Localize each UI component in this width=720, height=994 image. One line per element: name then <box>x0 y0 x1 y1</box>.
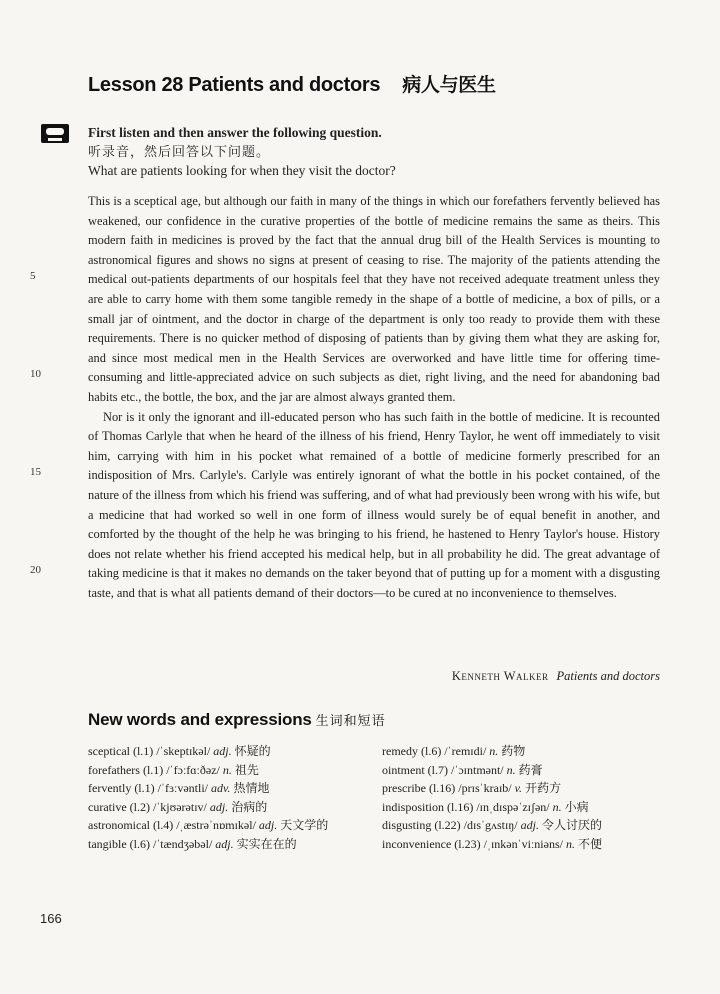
vocab-word: sceptical (l.1) /ˈskeptɪkəl/ <box>88 744 211 758</box>
vocab-item <box>88 798 328 817</box>
vocab-meaning: 实实在在的 <box>236 836 297 851</box>
vocab-item <box>88 779 328 798</box>
attribution <box>452 669 660 684</box>
vocab-meaning: 治病的 <box>231 799 268 814</box>
vocab-meaning: 祖先 <box>234 762 259 777</box>
instruction-block <box>88 123 396 180</box>
vocab-word: indisposition (l.16) /ɪnˌdɪspəˈzɪʃən/ <box>382 799 550 814</box>
line-number: 15 <box>30 466 41 478</box>
vocab-list-right <box>382 742 602 854</box>
passage-paragraph-2: Nor is it only the ignorant and ill-educated person who has such faith in the bottle of medicine. It is recounted of Thomas Carlyle that when he heard of the illness of his friend, Henry Taylor, he went off immediately to visit him, carrying with him in his pocket what remained of a bottle of medicine formerly prescribed for an indisposition of Mrs. Carlyle's. Carlyle was entirely ignorant of what the bottle in his pocket contained, of the nature of the illness from which his friend was suffering, and of what had previously been wrong with his wife, but a medicine that had worked so well in one form of illness would surely be of equal benefit in another, and comforted by the thought of the help he was bringing to his friend, he hastened to Henry Taylor's house. History does not relate whether his friend accepted his medical help, but in all probability he did. The great advantage of taking medicine is that it makes no demands on the taker beyond that of putting up for a moment with a disgusting taste, and that is what all patients demand of their doctors—to be cured at no inconvenience to themselves. <box>88 409 660 600</box>
vocab-list-left <box>88 742 328 854</box>
vocab-word: astronomical (l.4) /ˌæstrəˈnɒmɪkəl/ <box>88 818 256 833</box>
vocab-word: tangible (l.6) /ˈtændʒəbəl/ <box>88 836 213 851</box>
instruction-cn: 听录音，然后回答以下问题。 <box>88 144 271 159</box>
vocab-item <box>382 779 602 798</box>
vocab-word: inconvenience (l.23) /ˌɪnkənˈviːniəns/ <box>382 836 563 851</box>
instruction-question: What are patients looking for when they visit the doctor? <box>88 163 396 178</box>
vocab-pos: n. <box>565 836 575 851</box>
line-number: 5 <box>30 270 36 282</box>
vocab-item <box>382 761 602 780</box>
line-number: 20 <box>30 564 41 576</box>
vocab-item <box>88 742 328 761</box>
vocab-pos: adj. <box>258 818 278 833</box>
vocab-word: disgusting (l.22) /dɪsˈgʌstɪŋ/ <box>382 818 518 833</box>
new-words-title <box>88 710 386 730</box>
vocab-pos: adj. <box>209 799 229 814</box>
vocab-item <box>88 835 328 854</box>
vocab-meaning: 小病 <box>564 799 589 814</box>
vocab-meaning: 怀疑的 <box>234 744 271 758</box>
new-words-title-en: New words and expressions <box>88 710 312 729</box>
lesson-title-cn: 病人与医生 <box>402 75 496 96</box>
vocab-pos: n. <box>506 762 516 777</box>
passage-paragraph-1: This is a sceptical age, but although our faith in many of the things in which our forefathers fervently believed has weakened, our confidence in the curative properties of the bottle of medicine remains the same as theirs. This modern faith in medicines is proved by the fact that the annual drug bill of the Health Services is mounting to astronomical figures and shows no signs at present of ceasing to rise. The majority of the patients attending the medical out-patients departments of our hospitals feel that they have not received adequate treatment unless they are able to carry home with them some tangible remedy in the shape of a bottle of medicine, a box of pills, or a small jar of ointment, and the doctor in charge of the department is only too ready to provide them with these requirements. There is no quicker method of disposing of patients than by giving them what they are asking for, and since most medical men in the Health Services are overworked and have little time for offering time-consuming and little-appreciated advice on such subjects as diet, right living, and the need for abandoning bad habits etc., the bottle, the box, and the jar are almost always granted them. <box>88 194 660 404</box>
new-words-title-cn: 生词和短语 <box>315 714 386 729</box>
vocab-item <box>382 816 602 835</box>
vocab-item <box>382 835 602 854</box>
cassette-tape-icon <box>41 124 69 143</box>
instruction-en: First listen and then answer the following question. <box>88 125 382 140</box>
lesson-title <box>88 70 496 97</box>
vocab-pos: adj. <box>215 836 234 851</box>
vocab-word: forefathers (l.1) /ˈfɔːfɑːðəz/ <box>88 762 220 777</box>
vocab-word: curative (l.2) /ˈkjʊərətɪv/ <box>88 799 207 814</box>
page-number: 166 <box>40 911 62 926</box>
vocab-meaning: 药膏 <box>518 762 543 777</box>
vocab-item <box>88 761 328 780</box>
passage <box>88 192 660 603</box>
vocab-pos: adv. <box>211 781 231 796</box>
vocab-pos: adj. <box>520 818 539 833</box>
attribution-work: Patients and doctors <box>556 669 660 683</box>
vocab-word: fervently (l.1) /ˈfɜːvəntli/ <box>88 781 208 796</box>
vocab-meaning: 令人讨厌的 <box>541 818 602 833</box>
vocab-pos: n. <box>489 744 499 758</box>
vocab-pos: adj. <box>213 744 232 758</box>
vocab-word: prescribe (l.16) /prɪsˈkraɪb/ <box>382 781 512 796</box>
vocab-meaning: 开药方 <box>525 781 562 796</box>
lesson-title-en: Lesson 28 Patients and doctors <box>88 74 381 96</box>
vocab-word: ointment (l.7) /ˈɔɪntmənt/ <box>382 762 504 777</box>
line-number: 10 <box>30 368 41 380</box>
attribution-author: Kenneth Walker <box>451 669 549 683</box>
vocab-pos: n. <box>552 799 562 814</box>
vocab-item <box>88 816 328 835</box>
vocab-meaning: 不便 <box>577 836 602 851</box>
vocab-pos: v. <box>514 781 523 796</box>
vocab-word: remedy (l.6) /ˈremɪdi/ <box>382 744 487 758</box>
vocab-meaning: 热情地 <box>233 781 270 796</box>
vocab-meaning: 天文学的 <box>280 818 329 833</box>
vocab-item <box>382 742 602 761</box>
vocab-pos: n. <box>222 762 232 777</box>
vocab-item <box>382 798 602 817</box>
vocab-meaning: 药物 <box>501 744 526 758</box>
